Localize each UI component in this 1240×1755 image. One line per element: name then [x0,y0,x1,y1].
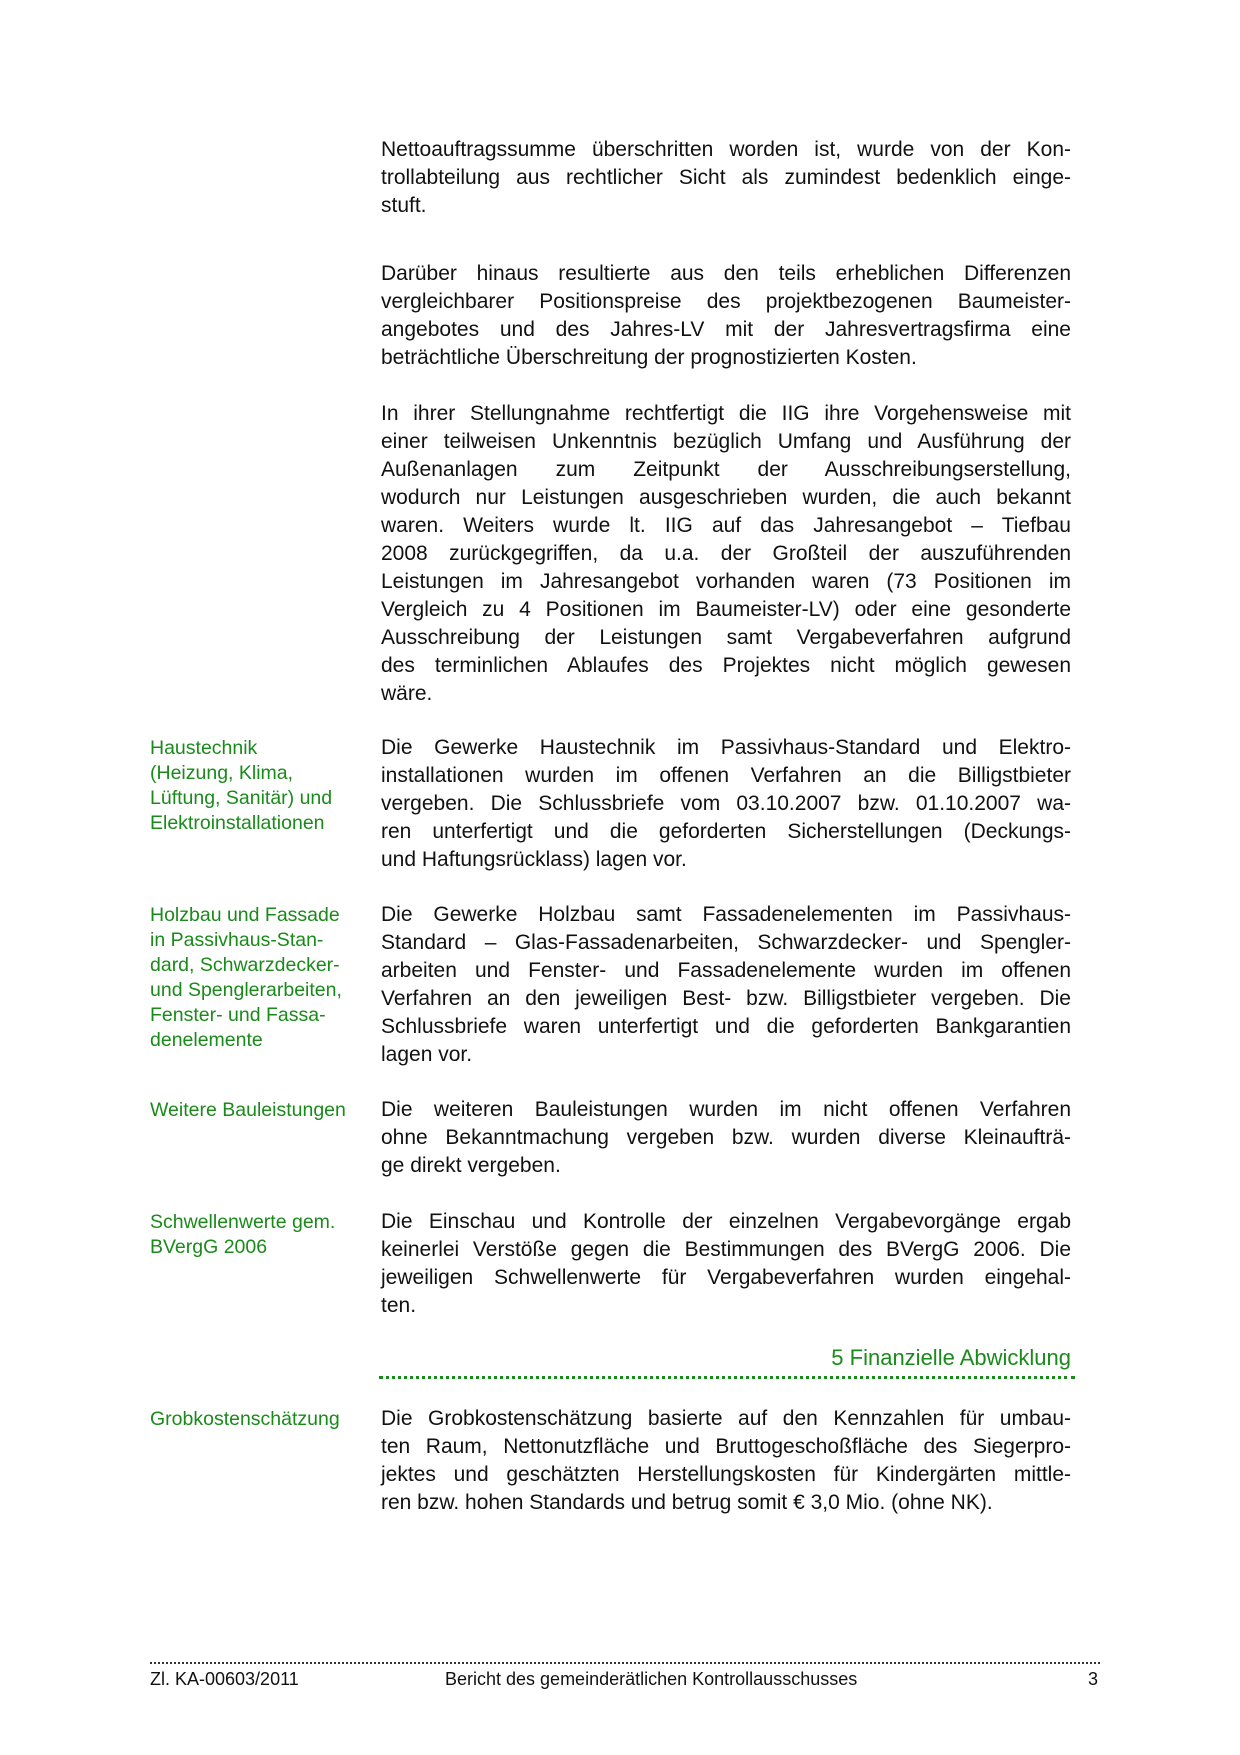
paragraph-line: ten Raum, Nettonutzfläche und Bruttogeschoßfläche des Siegerpro- [381,1435,1071,1458]
paragraph-line: wodurch nur Leistungen ausgeschrieben wurden, die auch bekannt [381,486,1071,509]
paragraph-line: 2008 zurückgegriffen, da u.a. der Großteil der auszuführenden [381,542,1071,565]
paragraph-line: Die Einschau und Kontrolle der einzelnen Vergabevorgänge ergab [381,1210,1071,1233]
paragraph-line: stuft. [381,194,427,217]
margin-note [150,903,365,1053]
section-heading: 5 Finanzielle Abwicklung [831,1345,1071,1370]
paragraph-line: lagen vor. [381,1043,473,1066]
footer-divider [150,1662,1100,1664]
paragraph-line: vergleichbarer Positionspreise des projektbezogenen Baumeister- [381,290,1071,313]
paragraph-line: beträchtliche Überschreitung der prognostizierten Kosten. [381,346,917,369]
paragraph-line: angebotes und des Jahres-LV mit der Jahresvertragsfirma eine [381,318,1071,341]
paragraph-line: ohne Bekanntmachung vergeben bzw. wurden diverse Kleinaufträ- [381,1126,1071,1149]
paragraph-line: Ausschreibung der Leistungen samt Vergabeverfahren aufgrund [381,626,1071,649]
paragraph-line: und Haftungsrücklass) lagen vor. [381,848,687,871]
paragraph-line: In ihrer Stellungnahme rechtfertigt die IIG ihre Vorgehensweise mit [381,402,1071,425]
margin-note-line: denelemente [150,1029,263,1051]
paragraph-line: Die Gewerke Holzbau samt Fassadenelementen im Passivhaus- [381,903,1071,926]
body-paragraph [381,1208,1071,1320]
paragraph-line: Verfahren an den jeweiligen Best- bzw. Billigstbieter vergeben. Die [381,987,1071,1010]
paragraph-line: Die Gewerke Haustechnik im Passivhaus-Standard und Elektro- [381,736,1071,759]
body-paragraph [381,901,1071,1069]
paragraph-line: Schlussbriefe waren unterfertigt und die geforderten Bankgarantien [381,1015,1071,1038]
paragraph-line: ren unterfertigt und die geforderten Sicherstellungen (Deckungs- [381,820,1071,843]
paragraph-line: keinerlei Verstöße gegen die Bestimmungen des BVergG 2006. Die [381,1238,1071,1261]
margin-note-line: Haustechnik [150,737,258,759]
paragraph-line: des terminlichen Ablaufes des Projektes nicht möglich gewesen [381,654,1071,677]
margin-note-line: in Passivhaus-Stan- [150,929,324,951]
margin-note-line: und Spenglerarbeiten, [150,979,342,1001]
footer-reference: Zl. KA-00603/2011 [150,1669,299,1689]
margin-note-line: Elektroinstallationen [150,812,325,834]
margin-note-line: Weitere Bauleistungen [150,1099,346,1121]
paragraph-line: Standard – Glas-Fassadenarbeiten, Schwarzdecker- und Spengler- [381,931,1071,954]
body-paragraph [381,1405,1071,1517]
paragraph-line: Die Grobkostenschätzung basierte auf den Kennzahlen für umbau- [381,1407,1071,1430]
margin-note-line: Fenster- und Fassa- [150,1004,326,1026]
margin-note-line: Schwellenwerte gem. [150,1211,336,1233]
section-divider [379,1376,1075,1379]
margin-note-line: Grobkostenschätzung [150,1408,340,1430]
margin-note [150,1098,365,1123]
margin-note [150,736,365,836]
paragraph-line: waren. Weiters wurde lt. IIG auf das Jahresangebot – Tiefbau [381,514,1071,537]
body-paragraph [381,734,1071,874]
paragraph-line: Die weiteren Bauleistungen wurden im nicht offenen Verfahren [381,1098,1071,1121]
paragraph-line: Darüber hinaus resultierte aus den teils erheblichen Differenzen [381,262,1071,285]
footer-title: Bericht des gemeinderätlichen Kontrollausschusses [445,1669,858,1689]
paragraph-line: jektes und geschätzten Herstellungskosten für Kindergärten mittle- [381,1463,1071,1486]
paragraph-line: Leistungen im Jahresangebot vorhanden waren (73 Positionen im [381,570,1071,593]
paragraph-line: Außenanlagen zum Zeitpunkt der Ausschreibungserstellung, [381,458,1071,481]
paragraph-line: wäre. [381,682,433,705]
paragraph-line: Nettoauftragssumme überschritten worden ist, wurde von der Kon- [381,138,1071,161]
paragraph-line: installationen wurden im offenen Verfahren an die Billigstbieter [381,764,1071,787]
body-paragraph [381,136,1071,220]
paragraph-line: einer teilweisen Unkenntnis bezüglich Umfang und Ausführung der [381,430,1071,453]
page-number: 3 [1088,1669,1099,1689]
body-paragraph [381,400,1071,708]
paragraph-line: ten. [381,1294,417,1317]
margin-note [150,1210,365,1260]
paragraph-line: vergeben. Die Schlussbriefe vom 03.10.2007 bzw. 01.10.2007 wa- [381,792,1071,815]
margin-note-line: Lüftung, Sanitär) und [150,787,333,809]
paragraph-line: jeweiligen Schwellenwerte für Vergabeverfahren wurden eingehal- [381,1266,1071,1289]
paragraph-line: ge direkt vergeben. [381,1154,561,1177]
margin-note-line: dard, Schwarzdecker- [150,954,340,976]
paragraph-line: trollabteilung aus rechtlicher Sicht als zumindest bedenklich einge- [381,166,1071,189]
paragraph-line: arbeiten und Fenster- und Fassadenelemente wurden im offenen [381,959,1071,982]
paragraph-line: Vergleich zu 4 Positionen im Baumeister-LV) oder eine gesonderte [381,598,1071,621]
margin-note [150,1407,365,1432]
margin-note-line: (Heizung, Klima, [150,762,294,784]
body-paragraph [381,1096,1071,1180]
paragraph-line: ren bzw. hohen Standards und betrug somit € 3,0 Mio. (ohne NK). [381,1491,993,1514]
body-paragraph [381,260,1071,372]
margin-note-line: BVergG 2006 [150,1236,268,1258]
margin-note-line: Holzbau und Fassade [150,904,340,926]
